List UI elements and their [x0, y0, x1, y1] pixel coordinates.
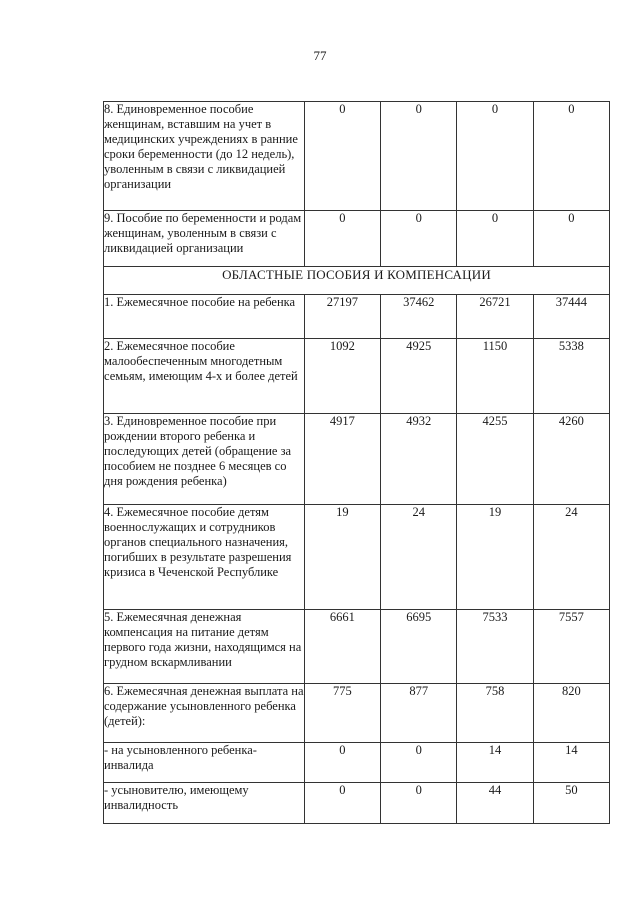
row-value: 0 — [304, 211, 380, 267]
row-value: 19 — [457, 505, 533, 610]
row-value: 0 — [457, 102, 533, 211]
row-value: 4925 — [381, 339, 457, 414]
row-value: 0 — [381, 743, 457, 783]
row-value: 1092 — [304, 339, 380, 414]
row-value: 820 — [533, 684, 609, 743]
table-row — [104, 610, 610, 684]
table-row — [104, 743, 610, 783]
page-number: 77 — [313, 48, 327, 63]
benefits-table — [103, 101, 610, 824]
row-value: 0 — [457, 211, 533, 267]
row-value: 7557 — [533, 610, 609, 684]
section-title: ОБЛАСТНЫЕ ПОСОБИЯ И КОМПЕНСАЦИИ — [104, 267, 610, 295]
row-value: 0 — [304, 743, 380, 783]
row-value: 0 — [304, 102, 380, 211]
row-value: 6695 — [381, 610, 457, 684]
row-label: 2. Ежемесячное пособие малообеспеченным многодетным семьям, имеющим 4-х и более детей — [104, 339, 305, 414]
row-value: 6661 — [304, 610, 380, 684]
row-label: 5. Ежемесячная денежная компенсация на питание детям первого года жизни, находящимся на грудном вскармливании — [104, 610, 305, 684]
row-value: 0 — [304, 783, 380, 824]
row-value: 0 — [381, 211, 457, 267]
row-value: 14 — [457, 743, 533, 783]
table-row — [104, 505, 610, 610]
row-value: 877 — [381, 684, 457, 743]
row-value: 37462 — [381, 295, 457, 339]
table-row — [104, 102, 610, 211]
row-value: 14 — [533, 743, 609, 783]
row-value: 50 — [533, 783, 609, 824]
table-row — [104, 783, 610, 824]
row-value: 4260 — [533, 414, 609, 505]
row-value: 1150 — [457, 339, 533, 414]
row-value: 0 — [533, 102, 609, 211]
row-label: 3. Единовременное пособие при рождении второго ребенка и последующих детей (обращение за пособием не позднее 6 месяцев со дня рождения ребенка) — [104, 414, 305, 505]
table-row — [104, 295, 610, 339]
row-label: 8. Единовременное пособие женщинам, вставшим на учет в медицинских учреждениях в ранние сроки беременности (до 12 недель), уволенным в связи с ликвидацией организации — [104, 102, 305, 211]
table-row — [104, 684, 610, 743]
row-value: 19 — [304, 505, 380, 610]
section-row — [104, 267, 610, 295]
row-value: 4255 — [457, 414, 533, 505]
row-value: 4917 — [304, 414, 380, 505]
row-value: 0 — [533, 211, 609, 267]
table-row — [104, 414, 610, 505]
row-value: 4932 — [381, 414, 457, 505]
row-value: 24 — [381, 505, 457, 610]
row-value: 0 — [381, 102, 457, 211]
row-value: 24 — [533, 505, 609, 610]
row-label: 9. Пособие по беременности и родам женщинам, уволенным в связи с ликвидацией организации — [104, 211, 305, 267]
row-value: 7533 — [457, 610, 533, 684]
row-label: 4. Ежемесячное пособие детям военнослужащих и сотрудников органов специального назначения, погибших в результате разрешения кризиса в Чеченской Республике — [104, 505, 305, 610]
row-value: 758 — [457, 684, 533, 743]
row-label: - на усыновленного ребенка-инвалида — [104, 743, 305, 783]
table-row — [104, 339, 610, 414]
row-value: 5338 — [533, 339, 609, 414]
row-value: 37444 — [533, 295, 609, 339]
row-value: 44 — [457, 783, 533, 824]
table-row — [104, 211, 610, 267]
row-value: 26721 — [457, 295, 533, 339]
row-value: 27197 — [304, 295, 380, 339]
row-value: 775 — [304, 684, 380, 743]
row-label: - усыновителю, имеющему инвалидность — [104, 783, 305, 824]
row-label: 1. Ежемесячное пособие на ребенка — [104, 295, 305, 339]
row-value: 0 — [381, 783, 457, 824]
row-label: 6. Ежемесячная денежная выплата на содержание усыновленного ребенка (детей): — [104, 684, 305, 743]
